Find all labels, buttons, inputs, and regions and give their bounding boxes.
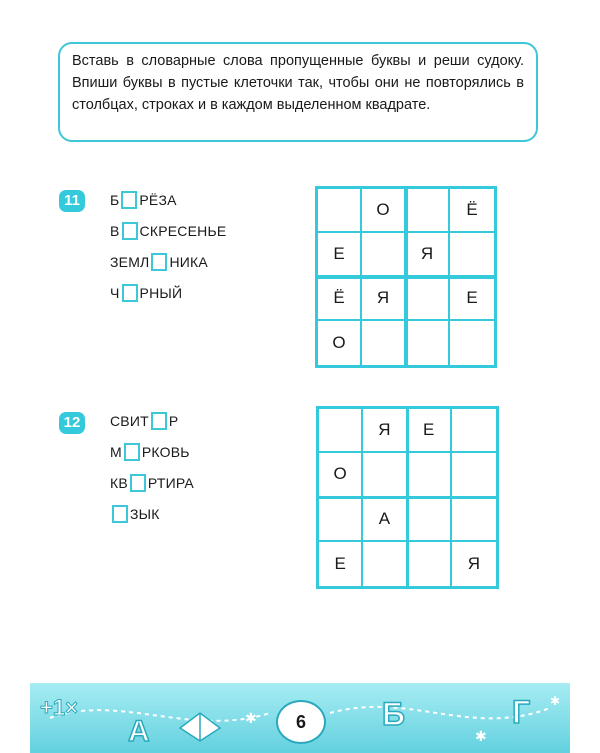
dictionary-word (110, 505, 160, 523)
footer-letter-g: Г (512, 694, 531, 730)
sudoku-cell[interactable] (408, 542, 452, 586)
sudoku-cell[interactable] (318, 189, 362, 233)
sudoku-cell[interactable] (363, 542, 407, 586)
word-prefix: СВИТ (110, 413, 149, 429)
sudoku-cell: Е (318, 233, 362, 277)
sudoku-cell[interactable] (362, 233, 406, 277)
word-suffix: ЗЫК (130, 506, 160, 522)
sudoku-cell: Ё (318, 277, 362, 321)
dictionary-word (110, 253, 208, 271)
word-suffix: РКОВЬ (141, 444, 190, 460)
dictionary-word (110, 474, 194, 492)
sudoku-cell[interactable] (408, 453, 452, 497)
sudoku-cell[interactable] (406, 277, 450, 321)
sudoku-grid-11 (315, 186, 497, 368)
word-suffix: РТИРА (147, 475, 194, 491)
instruction-box (58, 42, 538, 142)
instruction-text: Вставь в словарные слова пропущенные буквы и реши судоку. Впиши буквы в пустые клеточки так, чтобы они не повторялись в столбцах, строках и в каждом выделенном квадрате. (72, 53, 524, 113)
sudoku-cell: Я (467, 553, 481, 573)
missing-letter-box[interactable] (112, 505, 128, 523)
sudoku-cell: Е (319, 542, 363, 586)
sudoku-cell[interactable] (406, 189, 450, 233)
word-suffix: РНЫЙ (139, 285, 183, 301)
sudoku-cell[interactable] (450, 321, 494, 365)
sudoku-cell: Е (450, 277, 494, 321)
sudoku-cell: Я (363, 409, 407, 453)
footer-letter-b: Б (382, 696, 405, 732)
sudoku-grid-12 (316, 406, 499, 589)
sudoku-cell[interactable] (406, 321, 450, 365)
sudoku-cell[interactable] (452, 498, 496, 542)
sudoku-cell[interactable] (450, 233, 494, 277)
sudoku-cell[interactable] (319, 409, 363, 453)
word-prefix: М (110, 444, 122, 460)
star-icon: ✱ (245, 711, 257, 727)
word-suffix: НИКА (169, 254, 208, 270)
word-suffix: РЁЗА (139, 192, 177, 208)
dictionary-word (110, 191, 177, 209)
page-number: 6 (276, 700, 326, 744)
dictionary-word (110, 222, 226, 240)
star-icon: ✱ (550, 694, 561, 708)
sudoku-cell[interactable] (452, 409, 496, 453)
sudoku-cell: Е (408, 409, 452, 453)
word-prefix: ЗЕМЛ (110, 254, 150, 270)
footer-letter-a: А (128, 715, 150, 748)
word-suffix: СКРЕСЕНЬЕ (139, 223, 227, 239)
footer-math-symbols: +1× (40, 695, 78, 720)
missing-letter-box[interactable] (130, 474, 146, 492)
missing-letter-box[interactable] (122, 284, 138, 302)
missing-letter-box[interactable] (124, 443, 140, 461)
sudoku-cell: А (363, 498, 407, 542)
sudoku-cell: О (362, 189, 406, 233)
sudoku-block-divider (318, 276, 494, 279)
star-icon: ✱ (475, 729, 487, 745)
word-prefix: КВ (110, 475, 128, 491)
sudoku-cell: Я (362, 277, 406, 321)
task-number-badge-11: 11 (59, 190, 85, 212)
word-suffix: Р (168, 413, 179, 429)
sudoku-block-divider (319, 496, 496, 499)
missing-letter-box[interactable] (122, 222, 138, 240)
sudoku-cell: Ё (450, 189, 494, 233)
dictionary-word (110, 284, 182, 302)
sudoku-cell[interactable] (319, 498, 363, 542)
word-prefix: В (110, 223, 120, 239)
sudoku-cell: Я (406, 233, 450, 277)
sudoku-cell[interactable] (363, 453, 407, 497)
dictionary-word (110, 412, 178, 430)
sudoku-cell[interactable] (452, 453, 496, 497)
missing-letter-box[interactable] (121, 191, 137, 209)
missing-letter-box[interactable] (151, 253, 167, 271)
missing-letter-box[interactable] (151, 412, 167, 430)
dictionary-word (110, 443, 190, 461)
word-prefix: Ч (110, 285, 120, 301)
sudoku-cell: О (319, 453, 363, 497)
sudoku-cell[interactable] (408, 498, 452, 542)
task-number-badge-12: 12 (59, 412, 85, 434)
sudoku-cell[interactable] (362, 321, 406, 365)
sudoku-cell: О (318, 321, 362, 365)
word-prefix: Б (110, 192, 120, 208)
